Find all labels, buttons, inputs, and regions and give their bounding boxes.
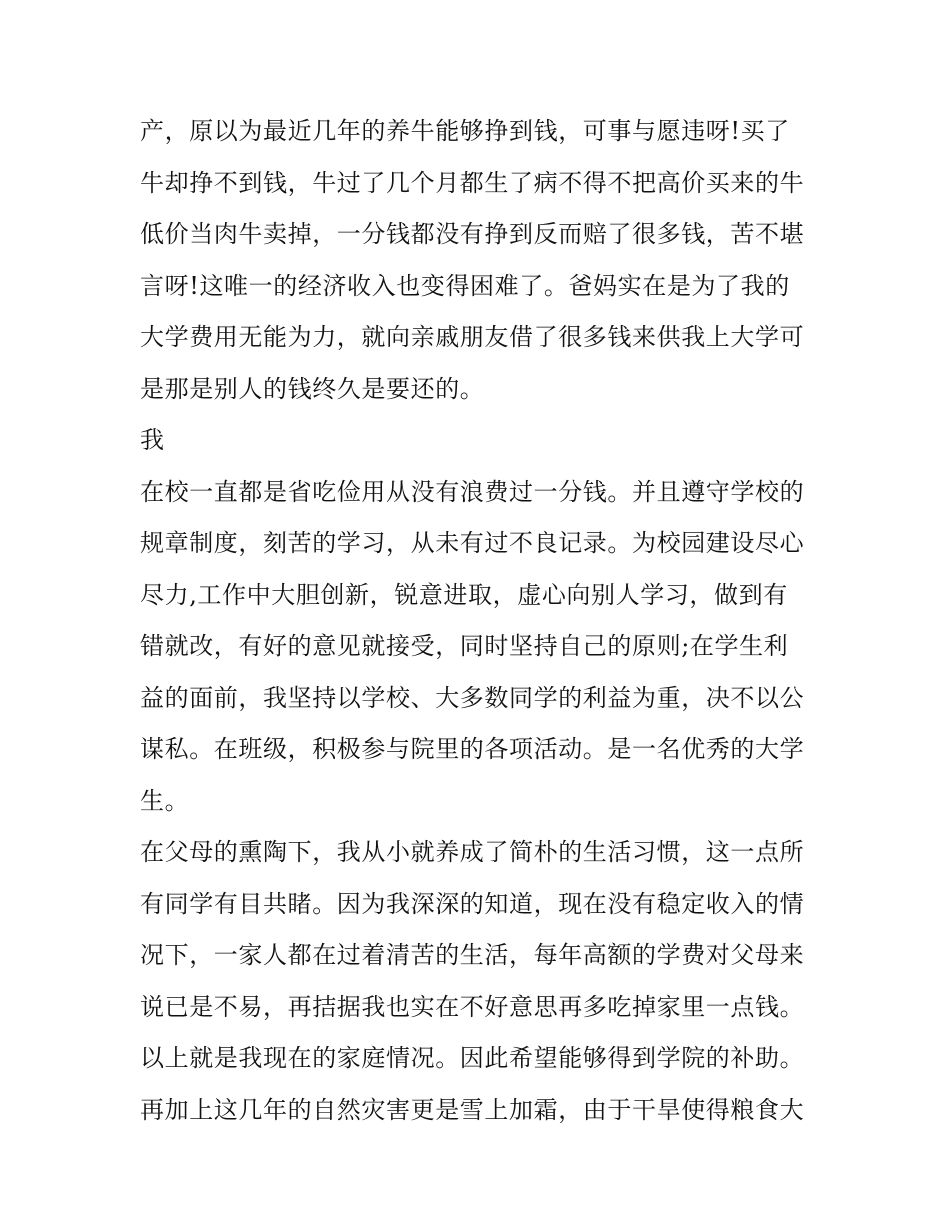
text-line: 再加上这几年的自然灾害更是雪上加霜，由于干旱使得粮食大	[140, 1095, 805, 1124]
text-line: 况下，一家人都在过着清苦的生活，每年高额的学费对父母来	[140, 941, 805, 969]
text-line: 有同学有目共睹。因为我深深的知道，现在没有稳定收入的情	[140, 889, 805, 918]
text-line: 大学费用无能为力，就向亲戚朋友借了很多钱来供我上大学可	[140, 323, 805, 351]
text-line: 说已是不易，再拮据我也实在不好意思再多吃掉家里一点钱。	[140, 992, 805, 1021]
text-line: 规章制度，刻苦的学习，从未有过不良记录。为校园建设尽心	[140, 529, 805, 557]
text-line: 尽力,工作中大胆创新，锐意进取，虚心向别人学习，做到有	[140, 580, 788, 609]
text-line: 是那是别人的钱终久是要还的。	[140, 374, 485, 403]
text-line: 产，原以为最近几年的养牛能够挣到钱，可事与愿违呀!买了	[140, 117, 790, 145]
text-line: 我	[140, 426, 165, 454]
text-line: 益的面前，我坚持以学校、大多数同学的利益为重，决不以公	[140, 683, 805, 712]
text-line: 在校一直都是省吃俭用从没有浪费过一分钱。并且遵守学校的	[140, 477, 805, 506]
text-line: 牛却挣不到钱，牛过了几个月都生了病不得不把高价买来的牛	[140, 168, 805, 197]
document-body-text	[140, 106, 820, 1136]
text-line: 在父母的熏陶下，我从小就养成了简朴的生活习惯，这一点所	[140, 838, 805, 866]
text-line: 言呀!这唯一的经济收入也变得困难了。爸妈实在是为了我的	[140, 271, 790, 300]
text-line: 以上就是我现在的家庭情况。因此希望能够得到学院的补助。	[140, 1044, 805, 1072]
text-line: 低价当肉牛卖掉，一分钱都没有挣到反而赔了很多钱，苦不堪	[140, 220, 805, 248]
text-line: 错就改，有好的意见就接受，同时坚持自己的原则;在学生利	[140, 632, 789, 660]
text-line: 谋私。在班级，积极参与院里的各项活动。是一名优秀的大学	[140, 735, 805, 763]
text-line: 生。	[140, 786, 190, 815]
